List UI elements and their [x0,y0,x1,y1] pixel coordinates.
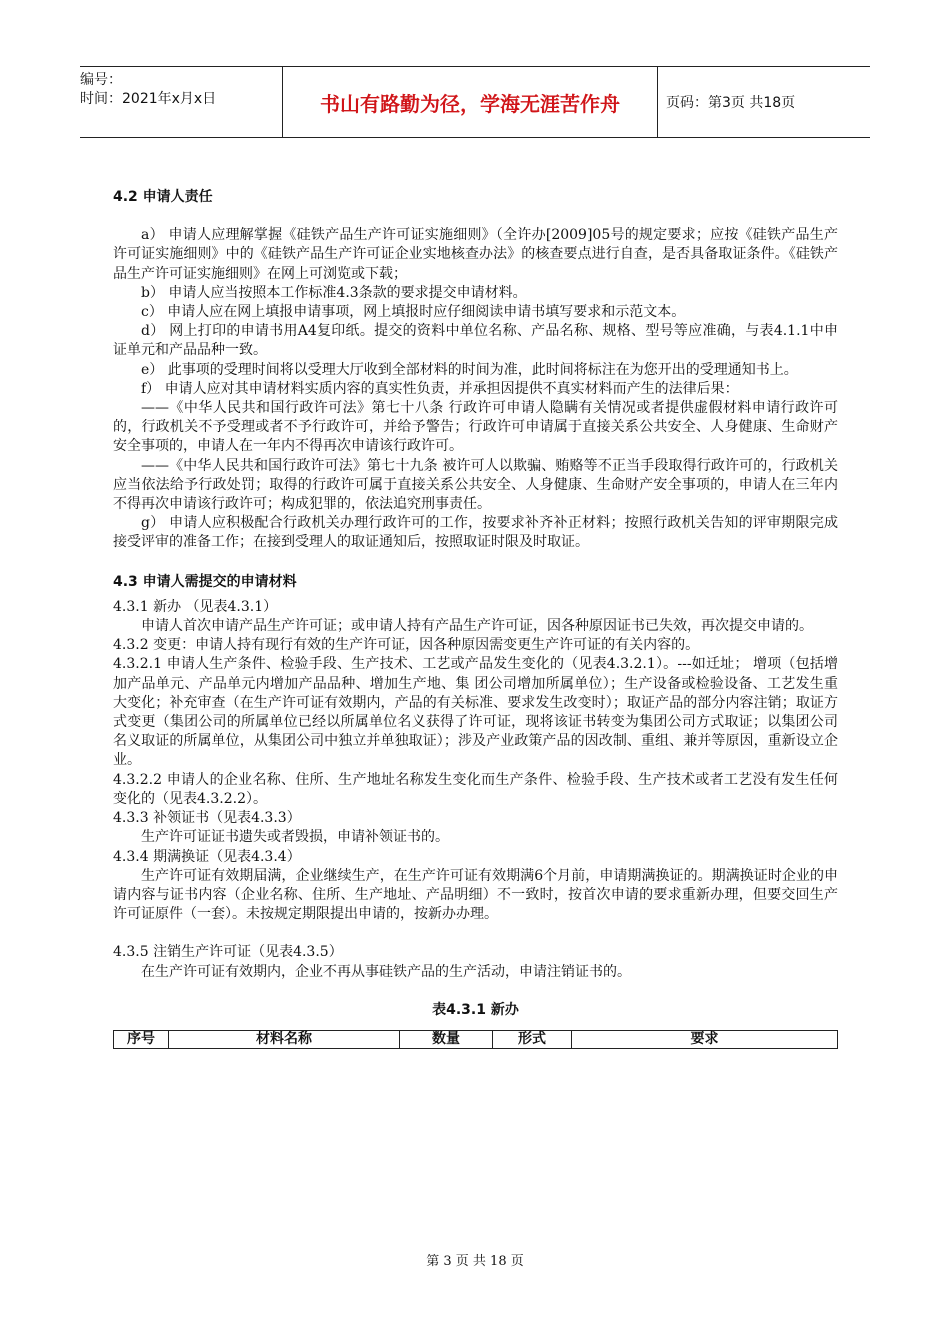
paragraph: d） 网上打印的申请书用A4复印纸。提交的资料中单位名称、产品名称、规格、型号等应准确，与表4.1.1中申证单元和产品品种一致。 [113,323,838,359]
paragraph: 生产许可证证书遗失或者毁损，申请补领证书的。 [141,829,449,846]
header-page-info: 页码：第3页 共18页 [666,95,796,111]
paragraph: f） 申请人应对其申请材料实质内容的真实性负责，并承担因提供不真实材料而产生的法律后果： [141,380,739,397]
paragraph: b） 申请人应当按照本工作标准4.3条款的要求提交申请材料。 [141,284,527,301]
paragraph: 4.3.2.1 申请人生产条件、检验手段、生产技术、工艺或产品发生变化的（见表4.3.2.1）。---如迁址； 增项（包括增加产品单元、产品单元内增加产品品种、增加生产地、集 团公司增加所属单位）；生产设备或检验设备、工艺发生重大变化；补充审查（在生产许可证有效期内，产品的有关标准、要求发生改变时）；取证产品的部分内容注销；取证方式变更（集团公司的所属单位已经以所属单位名义获得了许可证，现将该证书转变为集团公司方式取证；以集团公司名义取证的所属单位，从集团公司中独立并单独取证）；涉及产业政策产品的因改制、重组、兼并等原因，重新设立企业。 [113,656,838,769]
table-header-cell: 要求 [572,1030,838,1048]
table-header-cell: 数量 [400,1030,493,1048]
header-motto: 书山有路勤为径，学海无涯苦作舟 [282,67,658,137]
law-quote-paragraph: ——《中华人民共和国行政许可法》第七十九条 被许可人以欺骗、贿赂等不正当手段取得行政许可的，行政机关应当依法给予行政处罚；取得的行政许可属于直接关系公共安全、人身健康、生命财产安全事项的，申请人在三年内不得再次申请该行政许可；构成犯罪的，依法追究刑事责任。 [113,457,838,513]
page-footer: 第 3 页 共 18 页 [426,1254,524,1269]
paragraph: 生产许可证有效期届满，企业继续生产，在生产许可证有效期满6个月前，申请期满换证的。期满换证时企业的申请内容与证书内容（企业名称、住所、生产地址、产品明细）不一致时，按首次申请的要求重新办理，但要交回生产许可证原件（一套）。未按规定期限提出申请的，按新办办理。 [113,867,838,923]
paragraph: a） 申请人应理解掌握《硅铁产品生产许可证实施细则》（全许办[2009]05号的规定要求；应按《硅铁产品生产许可证实施细则》中的《硅铁产品生产许可证企业实地核查办法》的核查要点进行自查，是否具备取证条件。《硅铁产品生产许可证实施细则》在网上可浏览或下载； [113,227,838,282]
table-header-row [114,1030,838,1048]
table-caption: 表4.3.1 新办 [432,1001,519,1018]
table-header-cell: 材料名称 [169,1030,400,1048]
table-header-cell: 序号 [114,1030,169,1048]
paragraph: 4.3.2 变更：申请人持有现行有效的生产许可证，因各种原因需变更生产许可证的有关内容的。 [113,637,700,654]
section-heading-4-2: 4.2 申请人责任 [113,189,213,205]
header-left-cell [80,67,282,137]
subsection-heading: 4.3.3 补领证书（见表4.3.3） [113,810,301,827]
law-quote-paragraph: ——《中华人民共和国行政许可法》第七十八条 行政许可申请人隐瞒有关情况或者提供虚假材料申请行政许可的，行政机关不予受理或者不予行政许可，并给予警告；行政许可申请属于直接关系公共安全、人身健康、生命财产安全事项的，申请人在一年内不得再次申请该行政许可。 [113,400,838,455]
paragraph: 4.3.2.2 申请人的企业名称、住所、生产地址名称发生变化而生产条件、检验手段、生产技术或者工艺没有发生任何变化的（见表4.3.2.2）。 [113,771,838,807]
section-heading-4-3: 4.3 申请人需提交的申请材料 [113,573,297,590]
table-header-cell: 形式 [493,1030,572,1048]
document-number-label: 编号： [80,72,122,88]
paragraph: 申请人首次申请产品生产许可证；或申请人持有产品生产许可证，因各种原因证书已失效，再次提交申请的。 [141,618,813,635]
paragraph: 在生产许可证有效期内，企业不再从事硅铁产品的生产活动，申请注销证书的。 [141,963,631,980]
paragraph: e） 此事项的受理时间将以受理大厅收到全部材料的时间为准，此时间将标注在为您开出的受理通知书上。 [141,361,798,378]
subsection-heading: 4.3.5 注销生产许可证（见表4.3.5） [113,944,343,961]
document-date-label: 时间：2021年x月x日 [80,91,217,107]
paragraph: g） 申请人应积极配合行政机关办理行政许可的工作，按要求补齐补正材料；按照行政机关告知的评审期限完成接受评审的准备工作；在接到受理人的取证通知后，按照取证时限及时取证。 [113,515,838,551]
paragraph: c） 申请人应在网上填报申请事项，网上填报时应仔细阅读申请书填写要求和示范文本。 [141,304,686,321]
document-body [113,188,838,1049]
subsection-heading: 4.3.4 期满换证（见表4.3.4） [113,848,301,865]
materials-table [113,1030,838,1049]
subsection-heading: 4.3.1 新办 （见表4.3.1） [113,598,278,615]
page-header [80,66,870,138]
